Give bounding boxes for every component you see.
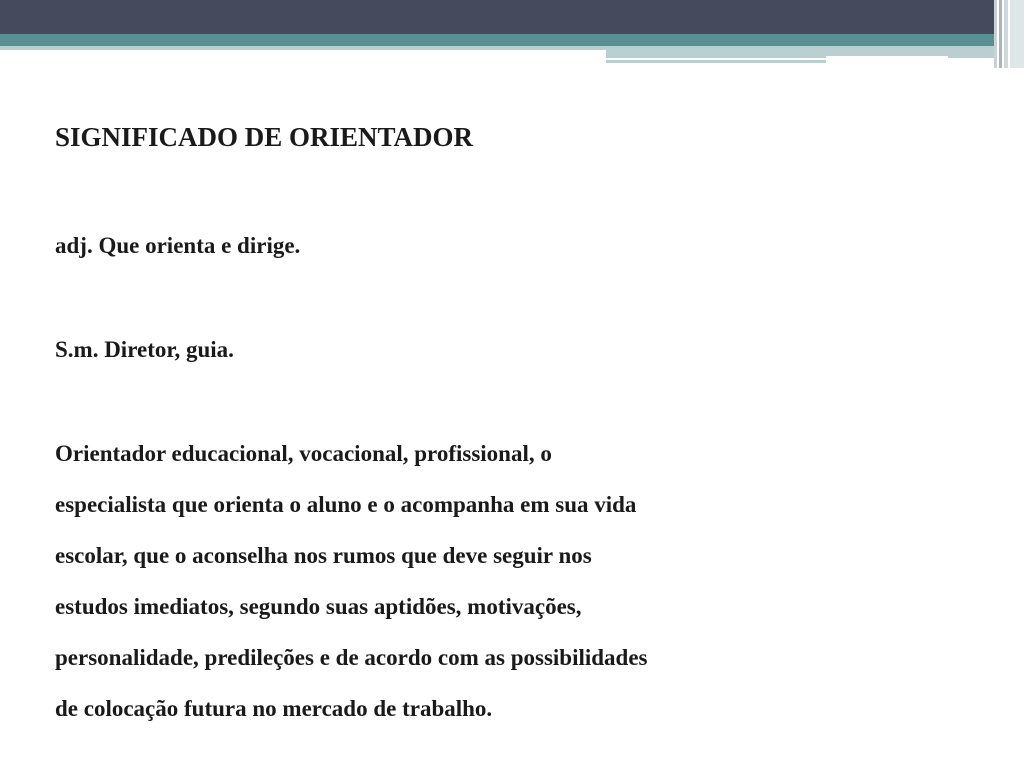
detailed-definition [55, 428, 975, 734]
header-right-gap-line [826, 56, 948, 58]
definition-line: estudos imediatos, segundo suas aptidões, motivações, [55, 594, 582, 619]
adjective-definition: adj. Que orienta e dirige. [55, 233, 301, 258]
definition-line: de colocação futura no mercado de trabalho. [55, 696, 493, 721]
header-right-line [606, 60, 826, 63]
header-right-block [606, 46, 1024, 58]
definition-line: especialista que orienta o aluno e o acompanha em sua vida [55, 492, 637, 517]
header-vertical-stripes [994, 0, 1024, 68]
definition-line: personalidade, predileções e de acordo com as possibilidades [55, 645, 648, 670]
noun-definition: S.m. Diretor, guia. [55, 337, 234, 362]
slide-content [55, 116, 975, 734]
slide-title: SIGNIFICADO DE ORIENTADOR [55, 122, 474, 152]
header-teal-band [0, 34, 1024, 46]
definition-line: escolar, que o aconselha nos rumos que deve seguir nos [55, 543, 592, 568]
definition-line: Orientador educacional, vocacional, profissional, o [55, 441, 552, 466]
header-dark-band [0, 0, 1024, 34]
header-light-band [0, 46, 606, 50]
